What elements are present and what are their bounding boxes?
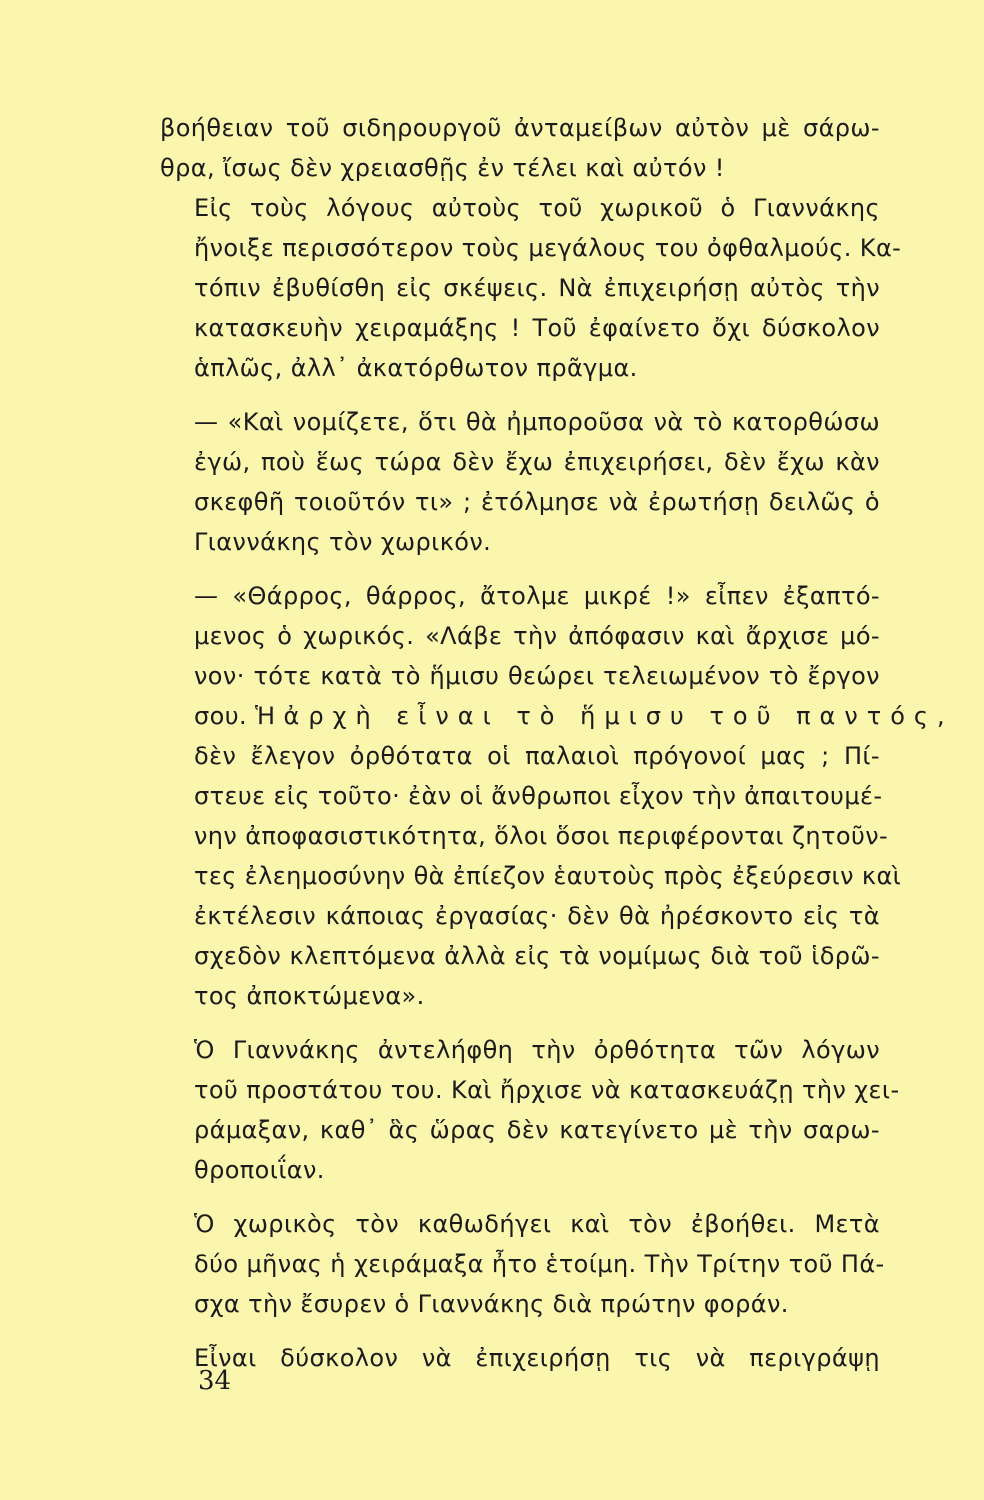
text-line: σχεδὸν κλεπτόμενα ἀλλὰ εἰς τὰ νομίμως διὰ τοῦ ἱδρῶ- — [194, 942, 880, 970]
proverb-prefix: σου. Ἡ — [194, 702, 284, 730]
text-line: τοῦ προστάτου του. Καὶ ἤρχισε νὰ κατασκευάζῃ τὴν χει- — [194, 1076, 900, 1104]
text-line: ἐκτέλεσιν κάποιας ἐργασίας· δὲν θὰ ἠρέσκοντο εἰς τὰ — [194, 902, 880, 930]
text-line: τες ἐλεημοσύνην θὰ ἐπίεζον ἑαυτοὺς πρὸς ἐξεύρεσιν καὶ — [194, 862, 902, 890]
text-line: σχα τὴν ἔσυρεν ὁ Γιαννάκης διὰ πρώτην φοράν. — [194, 1290, 789, 1318]
text-line: κατασκευὴν χειραμάξης ! Τοῦ ἐφαίνετο ὄχι δύσκολον — [194, 314, 880, 342]
text-line: ἁπλῶς, ἀλλ᾽ ἀκατόρθωτον πρᾶγμα. — [194, 354, 638, 382]
page-number: 34 — [198, 1366, 232, 1396]
body-text — [160, 108, 954, 1378]
text-line: — «Καὶ νομίζετε, ὅτι θὰ ἠμποροῦσα νὰ τὸ κατορθώσω — [194, 408, 880, 436]
text-line: δύο μῆνας ἡ χειράμαξα ἦτο ἑτοίμη. Τὴν Τρίτην τοῦ Πά- — [194, 1250, 885, 1278]
text-line: δὲν ἔλεγον ὀρθότατα οἱ παλαιοὶ πρόγονοί μας ; Πί- — [194, 742, 880, 770]
text-line: τόπιν ἐβυθίσθη εἰς σκέψεις. Νὰ ἐπιχειρήσῃ αὐτὸς τὴν — [194, 274, 880, 302]
text-line-with-proverb — [160, 696, 954, 736]
text-line: νην ἀποφασιστικότητα, ὅλοι ὅσοι περιφέρονται ζητοῦν- — [194, 822, 889, 850]
text-line: θροποιΐαν. — [194, 1156, 325, 1184]
text-line: σκεφθῆ τοιοῦτόν τι» ; ἐτόλμησε νὰ ἐρωτήσῃ δειλῶς ὁ — [194, 488, 880, 516]
text-line: βοήθειαν τοῦ σιδηρουργοῦ ἀνταμείβων αὐτὸν μὲ σάρω- — [160, 114, 880, 142]
text-line: Γιαννάκης τὸν χωρικόν. — [194, 528, 492, 556]
text-line: Εἰς τοὺς λόγους αὐτοὺς τοῦ χωρικοῦ ὁ Γιαννάκης — [194, 194, 880, 222]
text-line: νον· τότε κατὰ τὸ ἥμισυ θεώρει τελειωμένον τὸ ἔργον — [194, 662, 880, 690]
text-line: στευε εἰς τοῦτο· ἐὰν οἱ ἄνθρωποι εἶχον τὴν ἀπαιτουμέ- — [194, 782, 883, 810]
text-line: Εἶναι δύσκολον νὰ ἐπιχειρήσῃ τις νὰ περιγράψῃ — [194, 1344, 880, 1372]
paragraph-7 — [160, 1338, 880, 1378]
text-line: θρα, ἴσως δὲν χρειασθῇς ἐν τέλει καὶ αὐτόν ! — [160, 154, 725, 182]
text-line: μενος ὁ χωρικός. «Λάβε τὴν ἀπόφασιν καὶ ἄρχισε μό- — [194, 622, 880, 650]
text-line: ἐγώ, ποὺ ἕως τώρα δὲν ἔχω ἐπιχειρήσει, δὲν ἔχω κὰν — [194, 448, 880, 476]
paragraph-1 — [160, 108, 880, 188]
text-line: — «Θάρρος, θάρρος, ἄτολμε μικρέ !» εἶπεν ἐξαπτό- — [194, 582, 880, 610]
paragraph-3 — [160, 402, 880, 562]
proverb-spaced-text: ἀρχὴ εἶναι τὸ ἥμισυ τοῦ παντός, — [283, 702, 954, 730]
text-line: Ὁ χωρικὸς τὸν καθωδήγει καὶ τὸν ἐβοήθει. Μετὰ — [194, 1210, 880, 1238]
text-line: Ὁ Γιαννάκης ἀντελήφθη τὴν ὀρθότητα τῶν λόγων — [194, 1036, 880, 1064]
text-line: τος ἀποκτώμενα». — [194, 982, 425, 1010]
paragraph-6 — [160, 1204, 885, 1324]
text-line: ράμαξαν, καθ᾽ ἃς ὥρας δὲν κατεγίνετο μὲ τὴν σαρω- — [194, 1116, 880, 1144]
paragraph-2 — [160, 188, 902, 388]
paragraph-4 — [160, 576, 954, 1016]
paragraph-5 — [160, 1030, 900, 1190]
text-line: ἤνοιξε περισσότερον τοὺς μεγάλους του ὀφθαλμούς. Κα- — [194, 234, 902, 262]
